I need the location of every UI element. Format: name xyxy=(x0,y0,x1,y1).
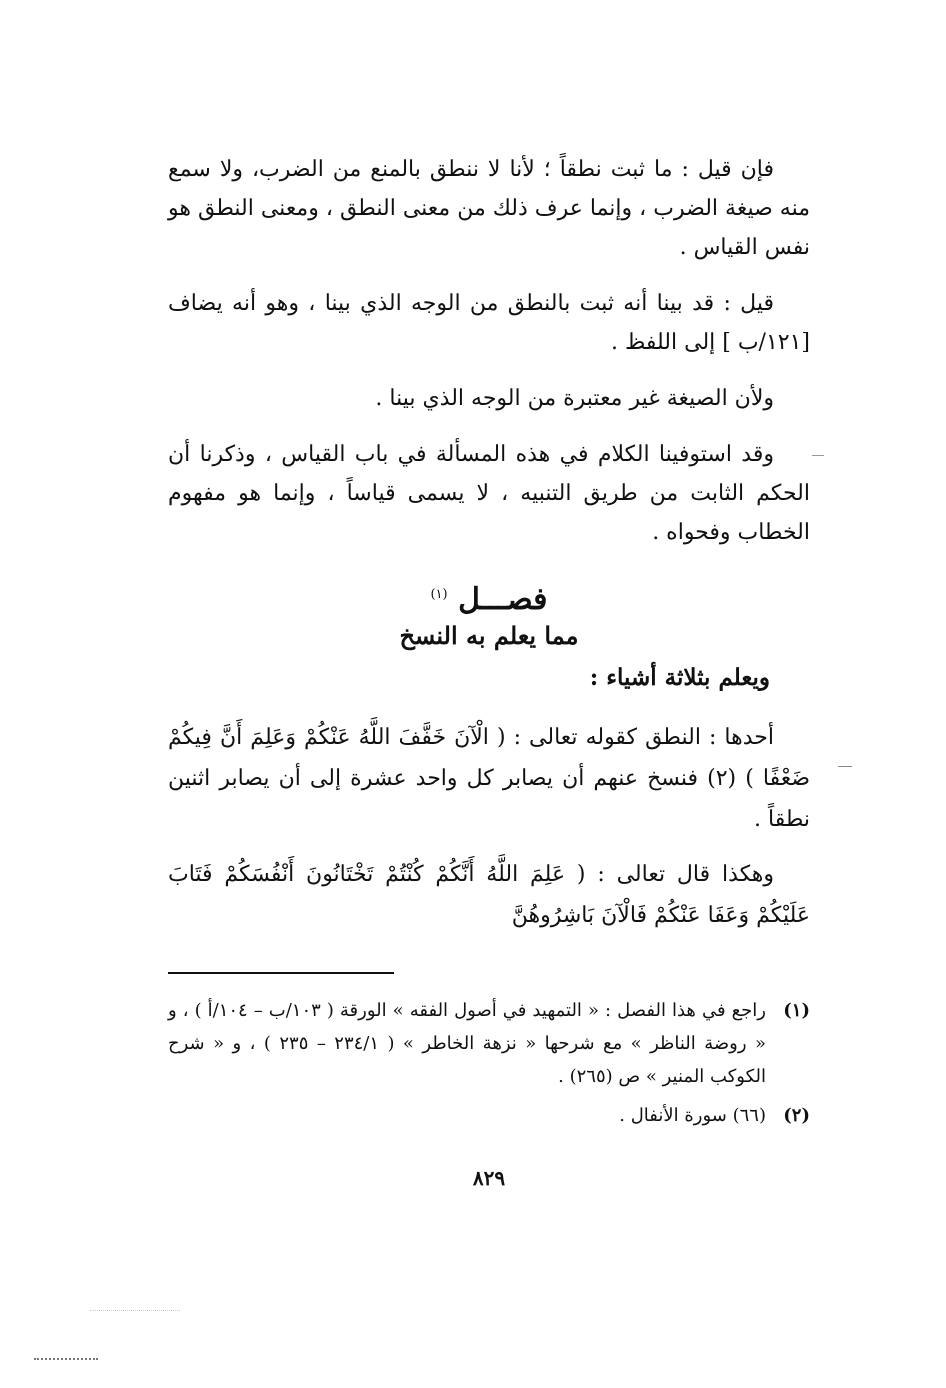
section-subtitle: مما يعلم به النسخ xyxy=(399,621,579,650)
footnote-2 xyxy=(168,1099,810,1132)
footnote-1 xyxy=(168,994,810,1093)
paragraph-second-verse: وهكذا قال تعالى : ( عَلِمَ اللَّهُ أَنَّكُمْ كُنْتُمْ تَخْتَانُونَ أَنْفُسَكُمْ فَتَابَ عَلَيْكُمْ وَعَفَا عَنْكُمْ فَالْآنَ بَاشِرُوهُنَّ xyxy=(168,862,810,928)
paragraph-formula: ولأن الصيغة غير معتبرة من الوجه الذي بينا . xyxy=(375,386,774,411)
paragraph-reply: قيل : قد بينا أنه ثبت بالنطق من الوجه الذي بينا ، وهو أنه يضاف [١٢١/ب ] إلى اللفظ . xyxy=(168,291,810,355)
scan-speck-faint xyxy=(90,1310,180,1311)
footnote-2-number: (٢) xyxy=(783,1105,810,1126)
section-title-footnote-ref: (١) xyxy=(430,587,448,602)
footnote-divider xyxy=(168,972,394,974)
page-number: ٨٢٩ xyxy=(472,1166,506,1190)
paragraph-first-method: أحدها : النطق كقوله تعالى : ( الْآنَ خَفَّفَ اللَّهُ عَنْكُمْ وَعَلِمَ أَنَّ فِيكُمْ ضَعْفًا ) (٢) فنسخ عنهم أن يصابر كل واحد عشرة إلى أن يصابر اثنين نطقاً . xyxy=(168,725,810,832)
page-content xyxy=(168,150,810,1190)
scan-speck xyxy=(34,1358,98,1360)
footnote-1-number: (١) xyxy=(783,1000,810,1021)
paragraph-conclusion: وقد استوفينا الكلام في هذه المسألة في باب القياس ، وذكرنا أن الحكم الثابت من طريق التنبيه ، لا يسمى قياساً ، وإنما هو مفهوم الخطاب وفحواه . xyxy=(168,442,810,545)
paragraph-objection: فإن قيل : ما ثبت نطقاً ؛ لأنا لا ننطق بالمنع من الضرب، ولا سمع منه صيغة الضرب ، وإنما عرف ذلك من معنى النطق ، ومعنى النطق هو نفس القياس . xyxy=(168,157,810,260)
margin-mark xyxy=(838,766,852,767)
section-title xyxy=(168,582,810,617)
margin-mark-upper xyxy=(812,455,824,456)
footnote-2-text: (٦٦) سورة الأنفال . xyxy=(619,1105,766,1126)
section-intro: ويعلم بثلاثة أشياء : xyxy=(589,664,770,691)
section-title-text: فصـــل xyxy=(458,582,548,617)
footnote-1-text: راجع في هذا الفصل : « التمهيد في أصول الفقه » الورقة ( ١٠٣/ب – ١٠٤/أ ) ، و « روضة الناظر » مع شرحها « نزهة الخاطر » ( ٢٣٤/١ – ٢٣٥ ) ، و « شرح الكوكب المنير » ص (٢٦٥) . xyxy=(168,1000,766,1087)
